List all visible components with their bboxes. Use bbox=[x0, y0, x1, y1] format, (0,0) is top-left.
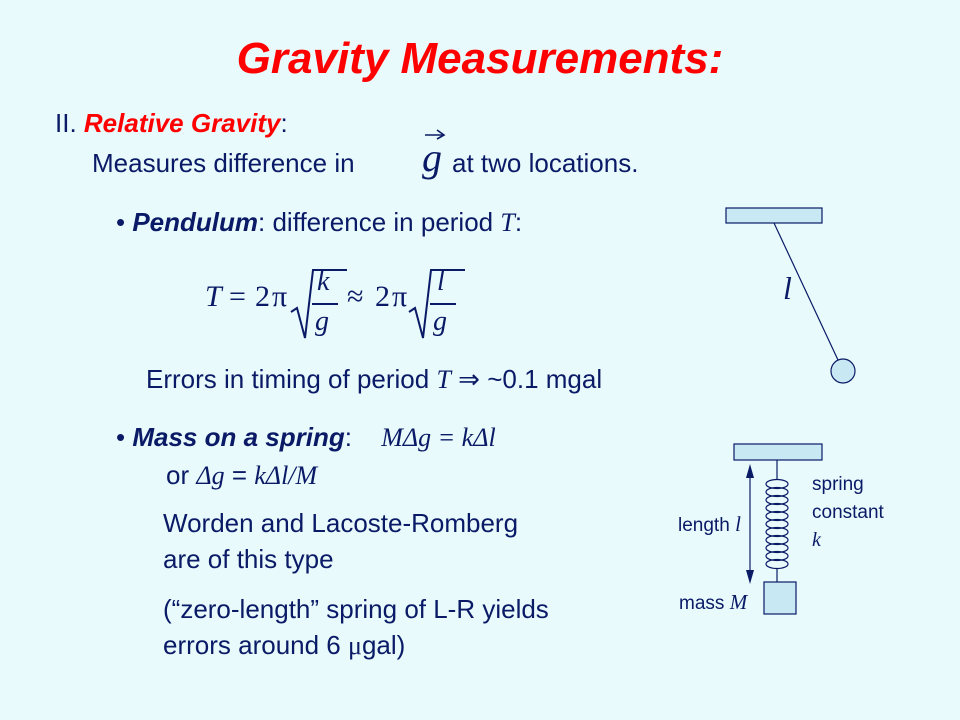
zero-length-line-2-post: gal) bbox=[361, 630, 406, 660]
spring-constant-k: k bbox=[812, 529, 821, 551]
length-label-symbol: l bbox=[735, 512, 741, 536]
formula-g-2: g bbox=[433, 306, 447, 337]
length-label-text: length bbox=[678, 515, 730, 536]
mass-label-text: mass bbox=[679, 593, 725, 614]
worden-line-2: are of this type bbox=[163, 544, 334, 574]
pendulum-name: Pendulum bbox=[132, 207, 259, 237]
pendulum-description: : difference in period bbox=[258, 207, 494, 237]
slide-title: Gravity Measurements: bbox=[236, 34, 724, 83]
spring-constant-label-1: spring bbox=[812, 474, 864, 495]
spring-coils bbox=[766, 480, 788, 569]
pendulum-description-end: : bbox=[514, 207, 523, 237]
pendulum-period-symbol: T bbox=[500, 208, 515, 237]
spring-colon: : bbox=[344, 422, 352, 452]
formula-pi-2: π bbox=[392, 280, 408, 313]
section-number: II. bbox=[55, 108, 77, 138]
pendulum-bullet-line bbox=[116, 207, 522, 238]
mass-label bbox=[679, 590, 747, 615]
length-arrow-down-icon bbox=[746, 570, 754, 584]
fraction-bar-2 bbox=[430, 303, 456, 305]
section-heading-line bbox=[55, 108, 288, 139]
formula-two-1: 2 bbox=[255, 280, 270, 313]
implies-arrow-icon: ⇒ bbox=[458, 365, 480, 394]
section-colon: : bbox=[280, 108, 288, 138]
errors-text-post: ~0.1 mgal bbox=[487, 364, 603, 394]
worden-line-1: Worden and Lacoste-Romberg bbox=[163, 508, 519, 538]
spring-equation-1: MΔg = kΔl bbox=[381, 423, 496, 452]
pendulum-bullet: • bbox=[116, 207, 126, 237]
section-description-pre: Measures difference in bbox=[92, 148, 355, 178]
formula-pi-1: π bbox=[272, 280, 288, 313]
length-label bbox=[678, 512, 741, 537]
spring-mass-block bbox=[764, 582, 796, 614]
spring-eq2-rhs: kΔl/M bbox=[254, 461, 318, 490]
pendulum-formula bbox=[205, 266, 465, 346]
pendulum-bob bbox=[831, 359, 855, 383]
spring-equation-2-line bbox=[166, 460, 317, 491]
pendulum-length-label: l bbox=[783, 270, 792, 306]
vector-g-letter: g bbox=[422, 135, 442, 180]
spring-eq2-delta-g: Δg bbox=[196, 461, 225, 490]
pendulum-errors-line bbox=[146, 364, 602, 395]
zero-length-line-1: (“zero-length” spring of L-R yields bbox=[163, 594, 549, 624]
formula-two-2: 2 bbox=[375, 280, 390, 313]
formula-equals: = bbox=[229, 280, 246, 313]
zero-length-line-2-pre: errors around 6 bbox=[163, 630, 341, 660]
spring-eq2-equals: = bbox=[224, 460, 255, 490]
section-description-post: at two locations. bbox=[452, 148, 639, 178]
mass-label-symbol: M bbox=[729, 590, 748, 614]
spring-bullet: • bbox=[116, 422, 126, 452]
length-arrow-up-icon bbox=[746, 464, 754, 478]
formula-approx: ≈ bbox=[347, 280, 364, 313]
formula-T: T bbox=[205, 280, 222, 313]
spring-name: Mass on a spring bbox=[132, 422, 345, 452]
formula-k: k bbox=[317, 266, 330, 297]
errors-text-pre: Errors in timing of period bbox=[146, 364, 430, 394]
zero-length-line-2 bbox=[163, 630, 405, 661]
spring-support-bar bbox=[734, 444, 822, 460]
spring-bullet-line bbox=[116, 422, 496, 453]
fraction-bar-1 bbox=[312, 303, 338, 305]
micro-symbol: μ bbox=[348, 631, 362, 660]
errors-period-symbol: T bbox=[436, 365, 451, 394]
formula-l: l bbox=[437, 266, 445, 297]
formula-g-1: g bbox=[315, 306, 329, 337]
vector-g-symbol bbox=[418, 128, 448, 188]
pendulum-support-bar bbox=[726, 208, 822, 223]
spring-constant-label-2: constant bbox=[812, 502, 884, 523]
section-heading: Relative Gravity bbox=[83, 108, 281, 138]
spring-or: or bbox=[166, 460, 190, 490]
